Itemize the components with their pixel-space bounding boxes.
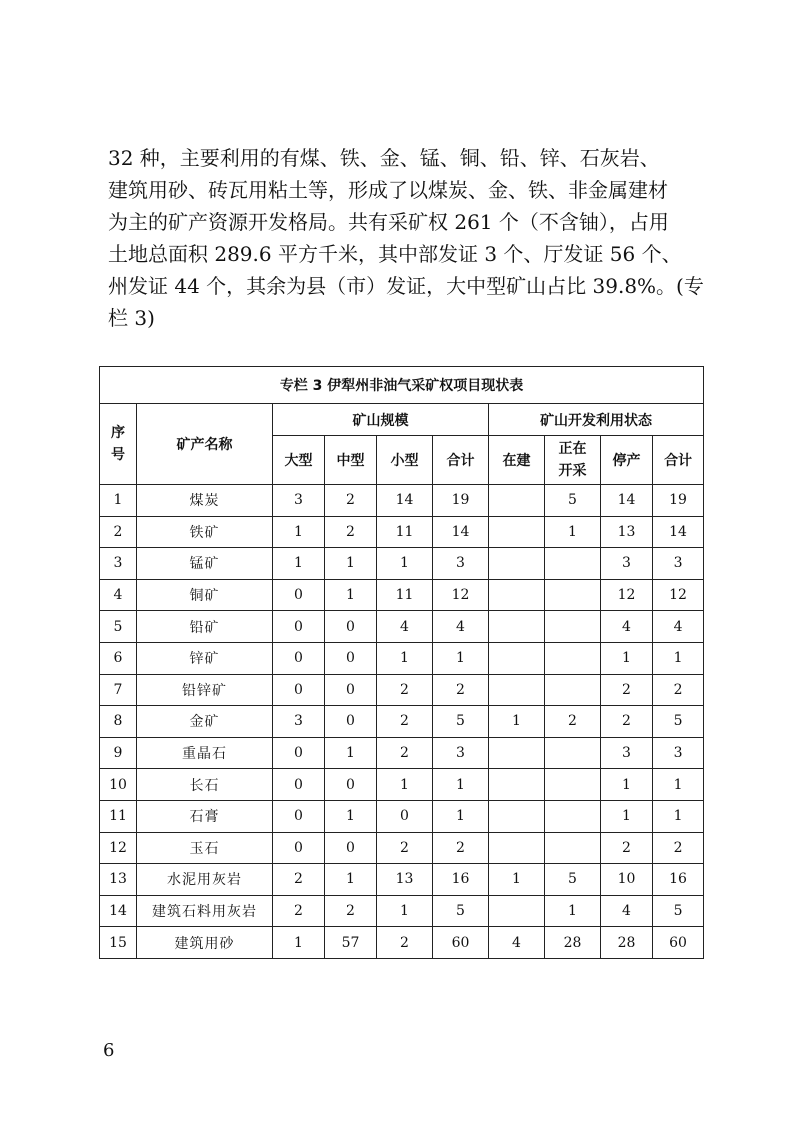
cell-status-total: 19 — [653, 485, 704, 517]
cell-large: 0 — [273, 737, 325, 769]
cell-mining — [545, 769, 601, 801]
cell-status-total: 3 — [653, 737, 704, 769]
cell-name: 建筑用砂 — [137, 927, 273, 959]
cell-small: 1 — [377, 895, 433, 927]
cell-small: 11 — [377, 516, 433, 548]
cell-seq: 13 — [100, 864, 137, 896]
cell-scale-total: 5 — [433, 895, 489, 927]
cell-mining — [545, 611, 601, 643]
cell-status-total: 2 — [653, 674, 704, 706]
cell-scale-total: 3 — [433, 548, 489, 580]
cell-mining — [545, 674, 601, 706]
cell-large: 1 — [273, 516, 325, 548]
cell-large: 0 — [273, 611, 325, 643]
table-row — [100, 706, 704, 738]
cell-large: 3 — [273, 706, 325, 738]
cell-large: 0 — [273, 579, 325, 611]
table-row — [100, 548, 704, 580]
cell-mining — [545, 579, 601, 611]
cell-seq: 15 — [100, 927, 137, 959]
cell-seq: 14 — [100, 895, 137, 927]
paragraph-line: 土地总面积 289.6 平方千米，其中部发证 3 个、厅发证 56 个、 — [108, 242, 682, 266]
cell-building: 1 — [489, 706, 545, 738]
mining-rights-table — [99, 366, 704, 959]
table-row — [100, 927, 704, 959]
cell-seq: 3 — [100, 548, 137, 580]
cell-status-total: 5 — [653, 895, 704, 927]
cell-stopped: 2 — [601, 706, 653, 738]
cell-scale-total: 60 — [433, 927, 489, 959]
paragraph-line: 栏 3) — [108, 306, 155, 330]
cell-scale-total: 3 — [433, 737, 489, 769]
cell-building: 1 — [489, 864, 545, 896]
cell-building — [489, 611, 545, 643]
cell-medium: 57 — [325, 927, 377, 959]
cell-small: 0 — [377, 800, 433, 832]
header-mineral-name: 矿产名称 — [137, 404, 273, 485]
cell-stopped: 4 — [601, 895, 653, 927]
cell-name: 锰矿 — [137, 548, 273, 580]
cell-name: 铅锌矿 — [137, 674, 273, 706]
body-paragraph — [108, 142, 704, 334]
cell-mining: 5 — [545, 485, 601, 517]
cell-stopped: 13 — [601, 516, 653, 548]
cell-scale-total: 1 — [433, 800, 489, 832]
cell-building — [489, 548, 545, 580]
cell-small: 13 — [377, 864, 433, 896]
cell-small: 2 — [377, 674, 433, 706]
table-row — [100, 642, 704, 674]
cell-status-total: 60 — [653, 927, 704, 959]
cell-small: 14 — [377, 485, 433, 517]
cell-building — [489, 800, 545, 832]
cell-small: 1 — [377, 769, 433, 801]
cell-name: 长石 — [137, 769, 273, 801]
cell-small: 2 — [377, 706, 433, 738]
header-mining: 正在 开采 — [545, 436, 601, 485]
header-stopped: 停产 — [601, 436, 653, 485]
table-row — [100, 864, 704, 896]
cell-small: 2 — [377, 832, 433, 864]
cell-mining: 1 — [545, 895, 601, 927]
cell-mining: 2 — [545, 706, 601, 738]
cell-large: 2 — [273, 864, 325, 896]
table-row — [100, 579, 704, 611]
cell-status-total: 5 — [653, 706, 704, 738]
cell-large: 2 — [273, 895, 325, 927]
cell-small: 11 — [377, 579, 433, 611]
cell-building — [489, 516, 545, 548]
cell-scale-total: 5 — [433, 706, 489, 738]
cell-mining: 1 — [545, 516, 601, 548]
cell-scale-total: 1 — [433, 769, 489, 801]
cell-stopped: 14 — [601, 485, 653, 517]
cell-stopped: 2 — [601, 674, 653, 706]
cell-mining — [545, 642, 601, 674]
cell-status-total: 4 — [653, 611, 704, 643]
cell-medium: 0 — [325, 674, 377, 706]
paragraph-line: 为主的矿产资源开发格局。共有采矿权 261 个（不含铀），占用 — [108, 210, 669, 234]
cell-medium: 0 — [325, 611, 377, 643]
cell-name: 铅矿 — [137, 611, 273, 643]
cell-seq: 11 — [100, 800, 137, 832]
table-row — [100, 516, 704, 548]
cell-medium: 0 — [325, 832, 377, 864]
cell-medium: 0 — [325, 769, 377, 801]
cell-mining — [545, 800, 601, 832]
cell-large: 1 — [273, 548, 325, 580]
cell-small: 4 — [377, 611, 433, 643]
cell-seq: 7 — [100, 674, 137, 706]
cell-seq: 9 — [100, 737, 137, 769]
header-seq: 序 号 — [100, 404, 137, 485]
cell-building — [489, 674, 545, 706]
cell-seq: 5 — [100, 611, 137, 643]
cell-name: 铁矿 — [137, 516, 273, 548]
cell-stopped: 28 — [601, 927, 653, 959]
paragraph-line: 建筑用砂、砖瓦用粘土等，形成了以煤炭、金、铁、非金属建材 — [108, 178, 668, 202]
cell-small: 1 — [377, 548, 433, 580]
cell-building — [489, 895, 545, 927]
cell-medium: 1 — [325, 800, 377, 832]
table-body — [100, 485, 704, 959]
cell-medium: 1 — [325, 864, 377, 896]
cell-medium: 1 — [325, 579, 377, 611]
cell-seq: 6 — [100, 642, 137, 674]
cell-scale-total: 4 — [433, 611, 489, 643]
cell-status-total: 1 — [653, 642, 704, 674]
cell-seq: 12 — [100, 832, 137, 864]
cell-large: 0 — [273, 832, 325, 864]
cell-seq: 10 — [100, 769, 137, 801]
cell-name: 铜矿 — [137, 579, 273, 611]
table-row — [100, 769, 704, 801]
cell-status-total: 2 — [653, 832, 704, 864]
table-row — [100, 832, 704, 864]
cell-small: 2 — [377, 737, 433, 769]
cell-building — [489, 832, 545, 864]
cell-stopped: 1 — [601, 769, 653, 801]
table-row — [100, 611, 704, 643]
table-row — [100, 674, 704, 706]
cell-name: 煤炭 — [137, 485, 273, 517]
cell-stopped: 10 — [601, 864, 653, 896]
cell-building — [489, 579, 545, 611]
header-building: 在建 — [489, 436, 545, 485]
cell-stopped: 1 — [601, 642, 653, 674]
cell-name: 水泥用灰岩 — [137, 864, 273, 896]
cell-scale-total: 1 — [433, 642, 489, 674]
cell-medium: 1 — [325, 737, 377, 769]
cell-large: 0 — [273, 674, 325, 706]
cell-stopped: 3 — [601, 548, 653, 580]
cell-medium: 0 — [325, 642, 377, 674]
cell-scale-total: 12 — [433, 579, 489, 611]
cell-large: 3 — [273, 485, 325, 517]
cell-scale-total: 2 — [433, 674, 489, 706]
cell-large: 1 — [273, 927, 325, 959]
paragraph-line: 32 种，主要利用的有煤、铁、金、锰、铜、铅、锌、石灰岩、 — [108, 146, 660, 170]
cell-name: 玉石 — [137, 832, 273, 864]
cell-small: 1 — [377, 642, 433, 674]
cell-stopped: 1 — [601, 800, 653, 832]
paragraph-line: 州发证 44 个，其余为县（市）发证，大中型矿山占比 39.8%。(专 — [108, 274, 704, 298]
cell-medium: 2 — [325, 895, 377, 927]
cell-mining — [545, 832, 601, 864]
cell-medium: 2 — [325, 485, 377, 517]
header-scale-total: 合计 — [433, 436, 489, 485]
cell-medium: 1 — [325, 548, 377, 580]
cell-building — [489, 642, 545, 674]
cell-small: 2 — [377, 927, 433, 959]
header-status-total: 合计 — [653, 436, 704, 485]
cell-name: 石膏 — [137, 800, 273, 832]
header-group-status: 矿山开发利用状态 — [489, 404, 704, 436]
table-row — [100, 800, 704, 832]
cell-seq: 1 — [100, 485, 137, 517]
cell-status-total: 14 — [653, 516, 704, 548]
cell-name: 金矿 — [137, 706, 273, 738]
cell-name: 重晶石 — [137, 737, 273, 769]
cell-scale-total: 14 — [433, 516, 489, 548]
cell-mining — [545, 737, 601, 769]
cell-large: 0 — [273, 800, 325, 832]
cell-scale-total: 19 — [433, 485, 489, 517]
cell-mining: 28 — [545, 927, 601, 959]
cell-large: 0 — [273, 769, 325, 801]
cell-stopped: 3 — [601, 737, 653, 769]
cell-scale-total: 2 — [433, 832, 489, 864]
cell-status-total: 12 — [653, 579, 704, 611]
cell-building: 4 — [489, 927, 545, 959]
cell-mining: 5 — [545, 864, 601, 896]
table-title: 专栏 3 伊犁州非油气采矿权项目现状表 — [100, 367, 704, 404]
cell-building — [489, 737, 545, 769]
page-number: 6 — [103, 1040, 115, 1061]
cell-status-total: 3 — [653, 548, 704, 580]
table-row — [100, 737, 704, 769]
cell-mining — [545, 548, 601, 580]
cell-name: 锌矿 — [137, 642, 273, 674]
cell-seq: 8 — [100, 706, 137, 738]
cell-status-total: 1 — [653, 769, 704, 801]
header-small: 小型 — [377, 436, 433, 485]
cell-name: 建筑石料用灰岩 — [137, 895, 273, 927]
cell-medium: 0 — [325, 706, 377, 738]
cell-stopped: 12 — [601, 579, 653, 611]
cell-medium: 2 — [325, 516, 377, 548]
cell-building — [489, 485, 545, 517]
cell-scale-total: 16 — [433, 864, 489, 896]
header-large: 大型 — [273, 436, 325, 485]
cell-status-total: 1 — [653, 800, 704, 832]
header-group-scale: 矿山规模 — [273, 404, 489, 436]
header-medium: 中型 — [325, 436, 377, 485]
cell-seq: 2 — [100, 516, 137, 548]
cell-seq: 4 — [100, 579, 137, 611]
table-row — [100, 485, 704, 517]
cell-building — [489, 769, 545, 801]
cell-stopped: 4 — [601, 611, 653, 643]
cell-status-total: 16 — [653, 864, 704, 896]
cell-large: 0 — [273, 642, 325, 674]
cell-stopped: 2 — [601, 832, 653, 864]
table-row — [100, 895, 704, 927]
